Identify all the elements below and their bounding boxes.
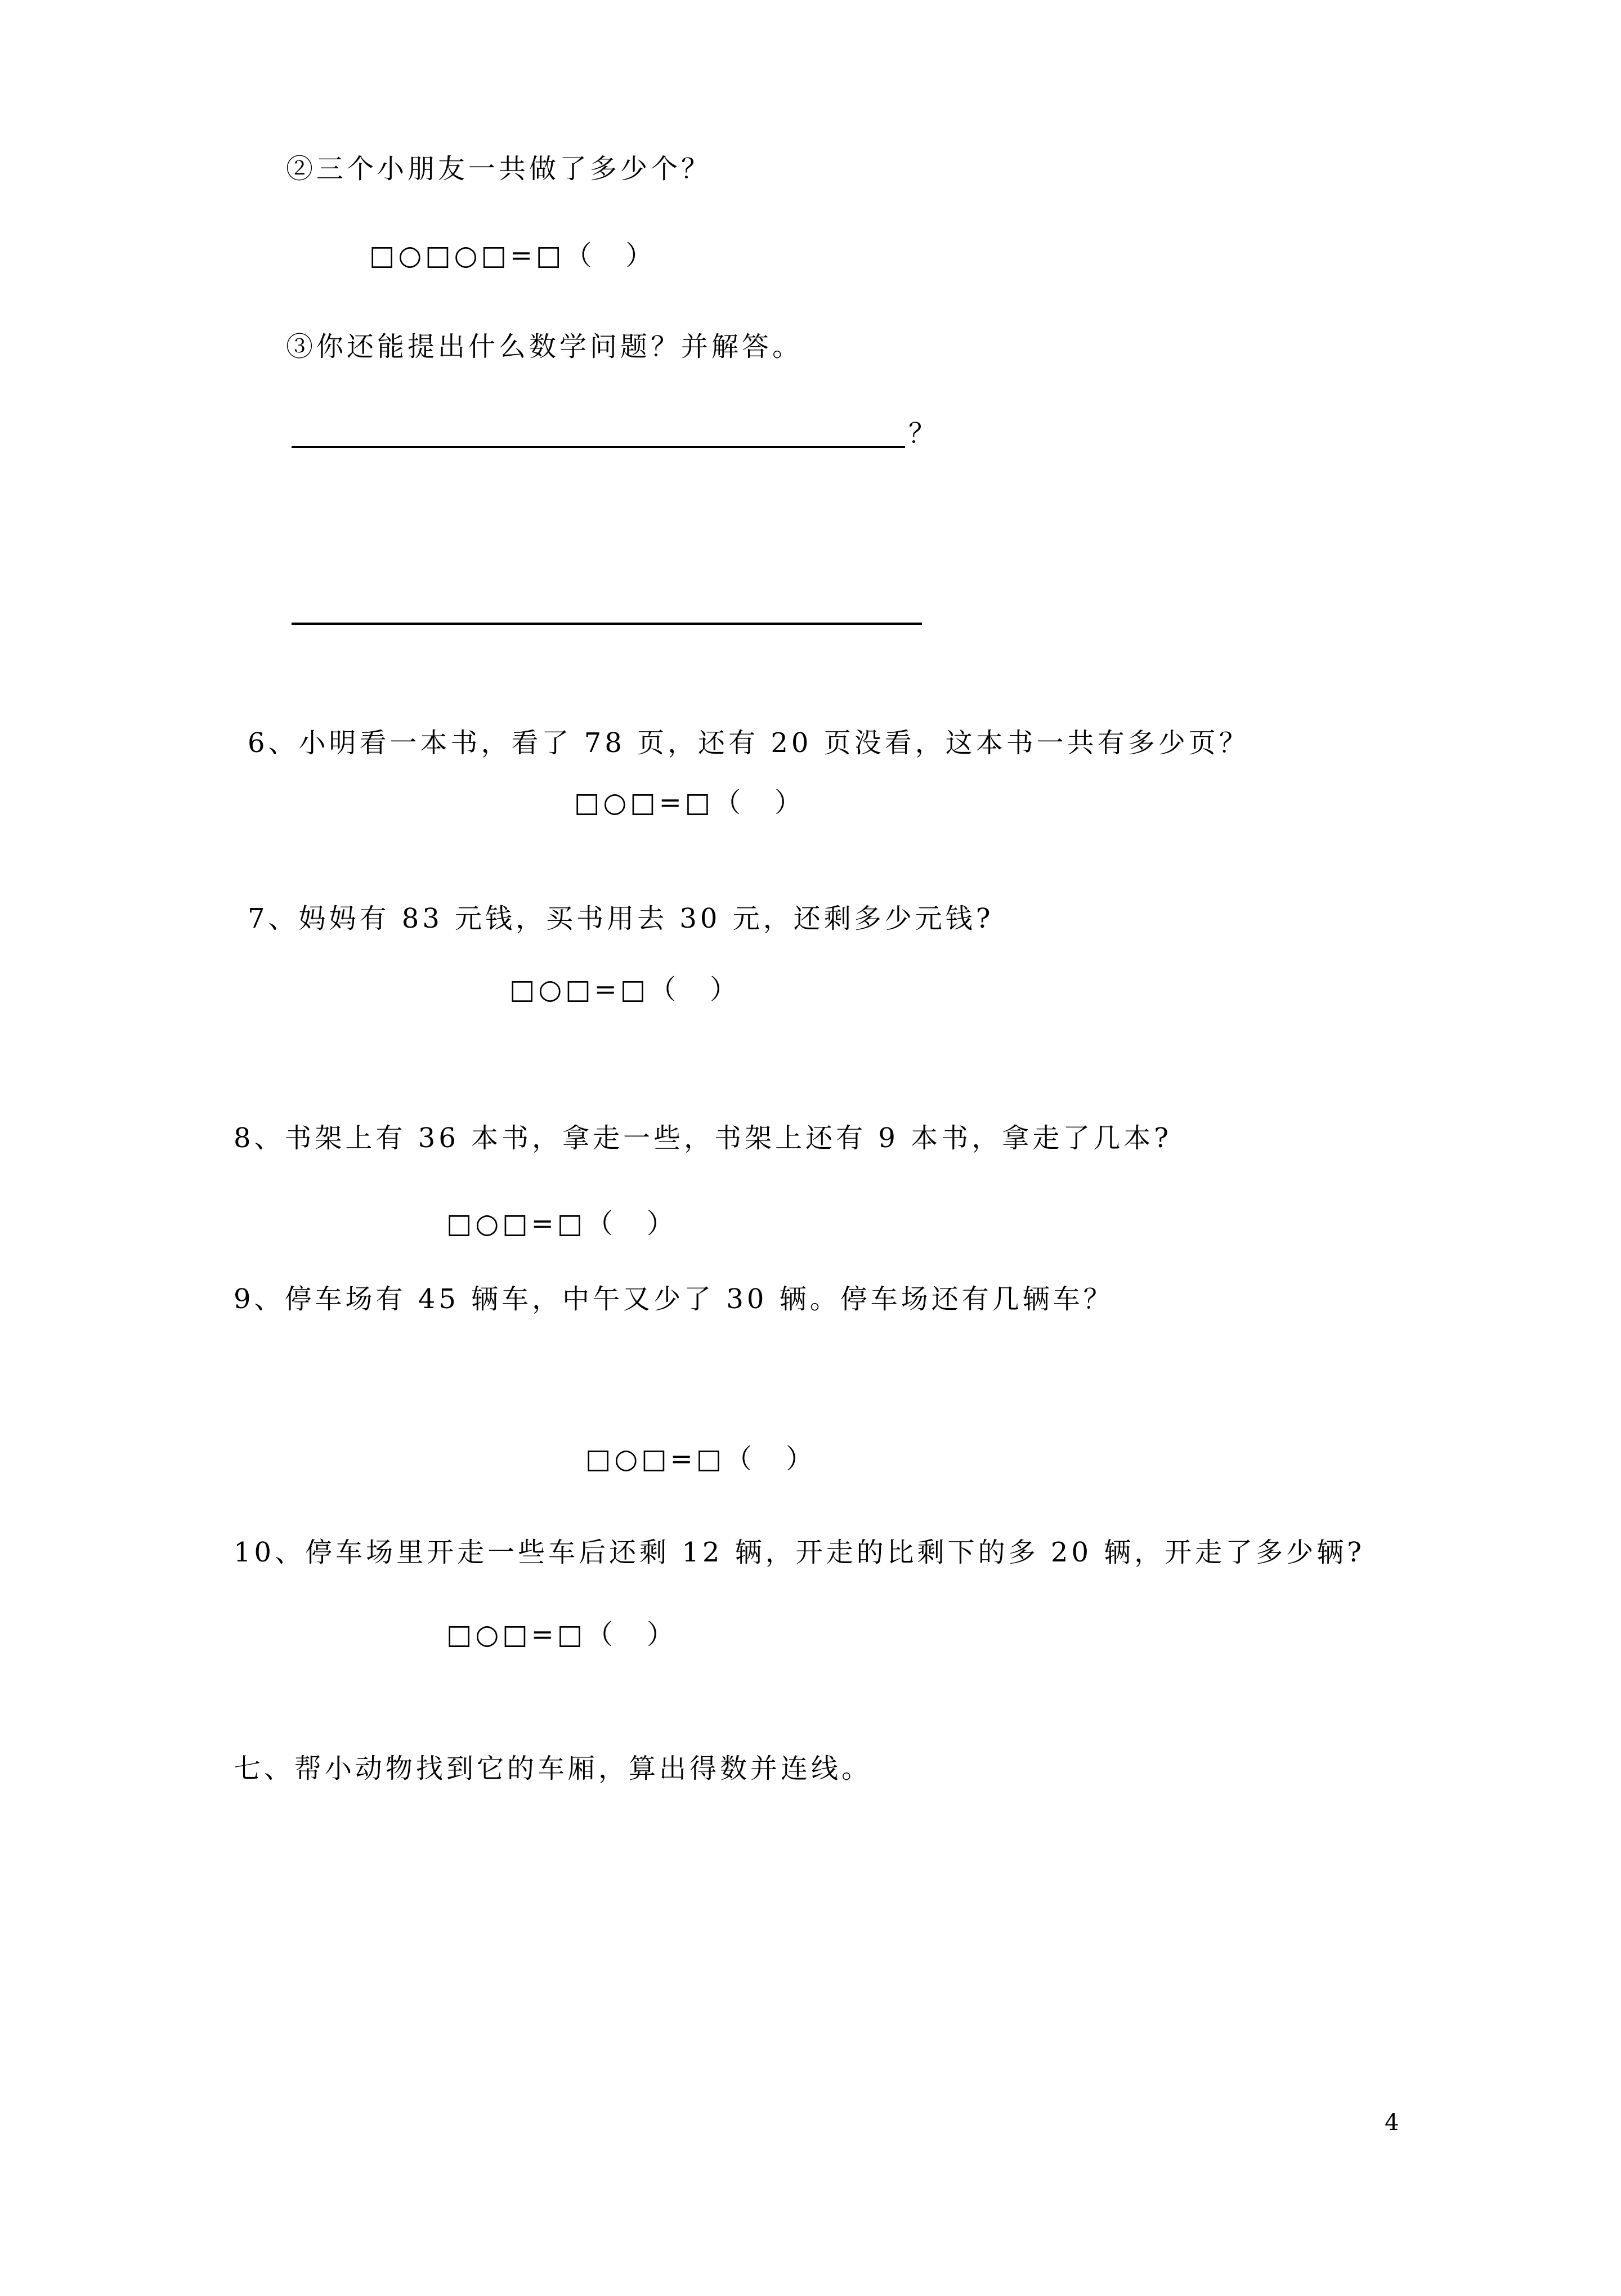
q5-part3-question: ③你还能提出什么数学问题？并解答。 (286, 331, 803, 362)
page-number: 4 (1385, 2110, 1399, 2136)
q8-question: 8、书架上有 36 本书，拿走一些，书架上还有 9 本书，拿走了几本? (234, 1122, 1172, 1154)
section-7-title: 七、帮小动物找到它的车厢，算出得数并连线。 (234, 1753, 872, 1784)
answer-blank-question (292, 446, 905, 448)
q6-question: 6、小明看一本书，看了 78 页，还有 20 页没看，这本书一共有多少页？ (248, 727, 1250, 759)
q9-question: 9、停车场有 45 辆车，中午又少了 30 辆。停车场还有几辆车？ (234, 1283, 1114, 1315)
q10-equation: □○□=□（ ） (446, 1619, 678, 1650)
q9-equation: □○□=□（ ） (585, 1443, 817, 1475)
q5-part2-equation: □○□○□=□（ ） (369, 240, 656, 271)
q7-question: 7、妈妈有 83 元钱，买书用去 30 元，还剩多少元钱? (248, 903, 994, 934)
q10-question: 10、停车场里开走一些车后还剩 12 辆，开走的比剩下的多 20 辆，开走了多少辆? (234, 1537, 1365, 1568)
q8-equation: □○□=□（ ） (446, 1208, 678, 1239)
q7-equation: □○□=□（ ） (509, 974, 741, 1005)
answer-blank-solution (292, 623, 922, 625)
q5-part2-question: ②三个小朋友一共做了多少个？ (286, 153, 712, 185)
q6-equation: □○□=□（ ） (574, 787, 805, 818)
answer-blank-question-mark: ？ (908, 418, 936, 449)
